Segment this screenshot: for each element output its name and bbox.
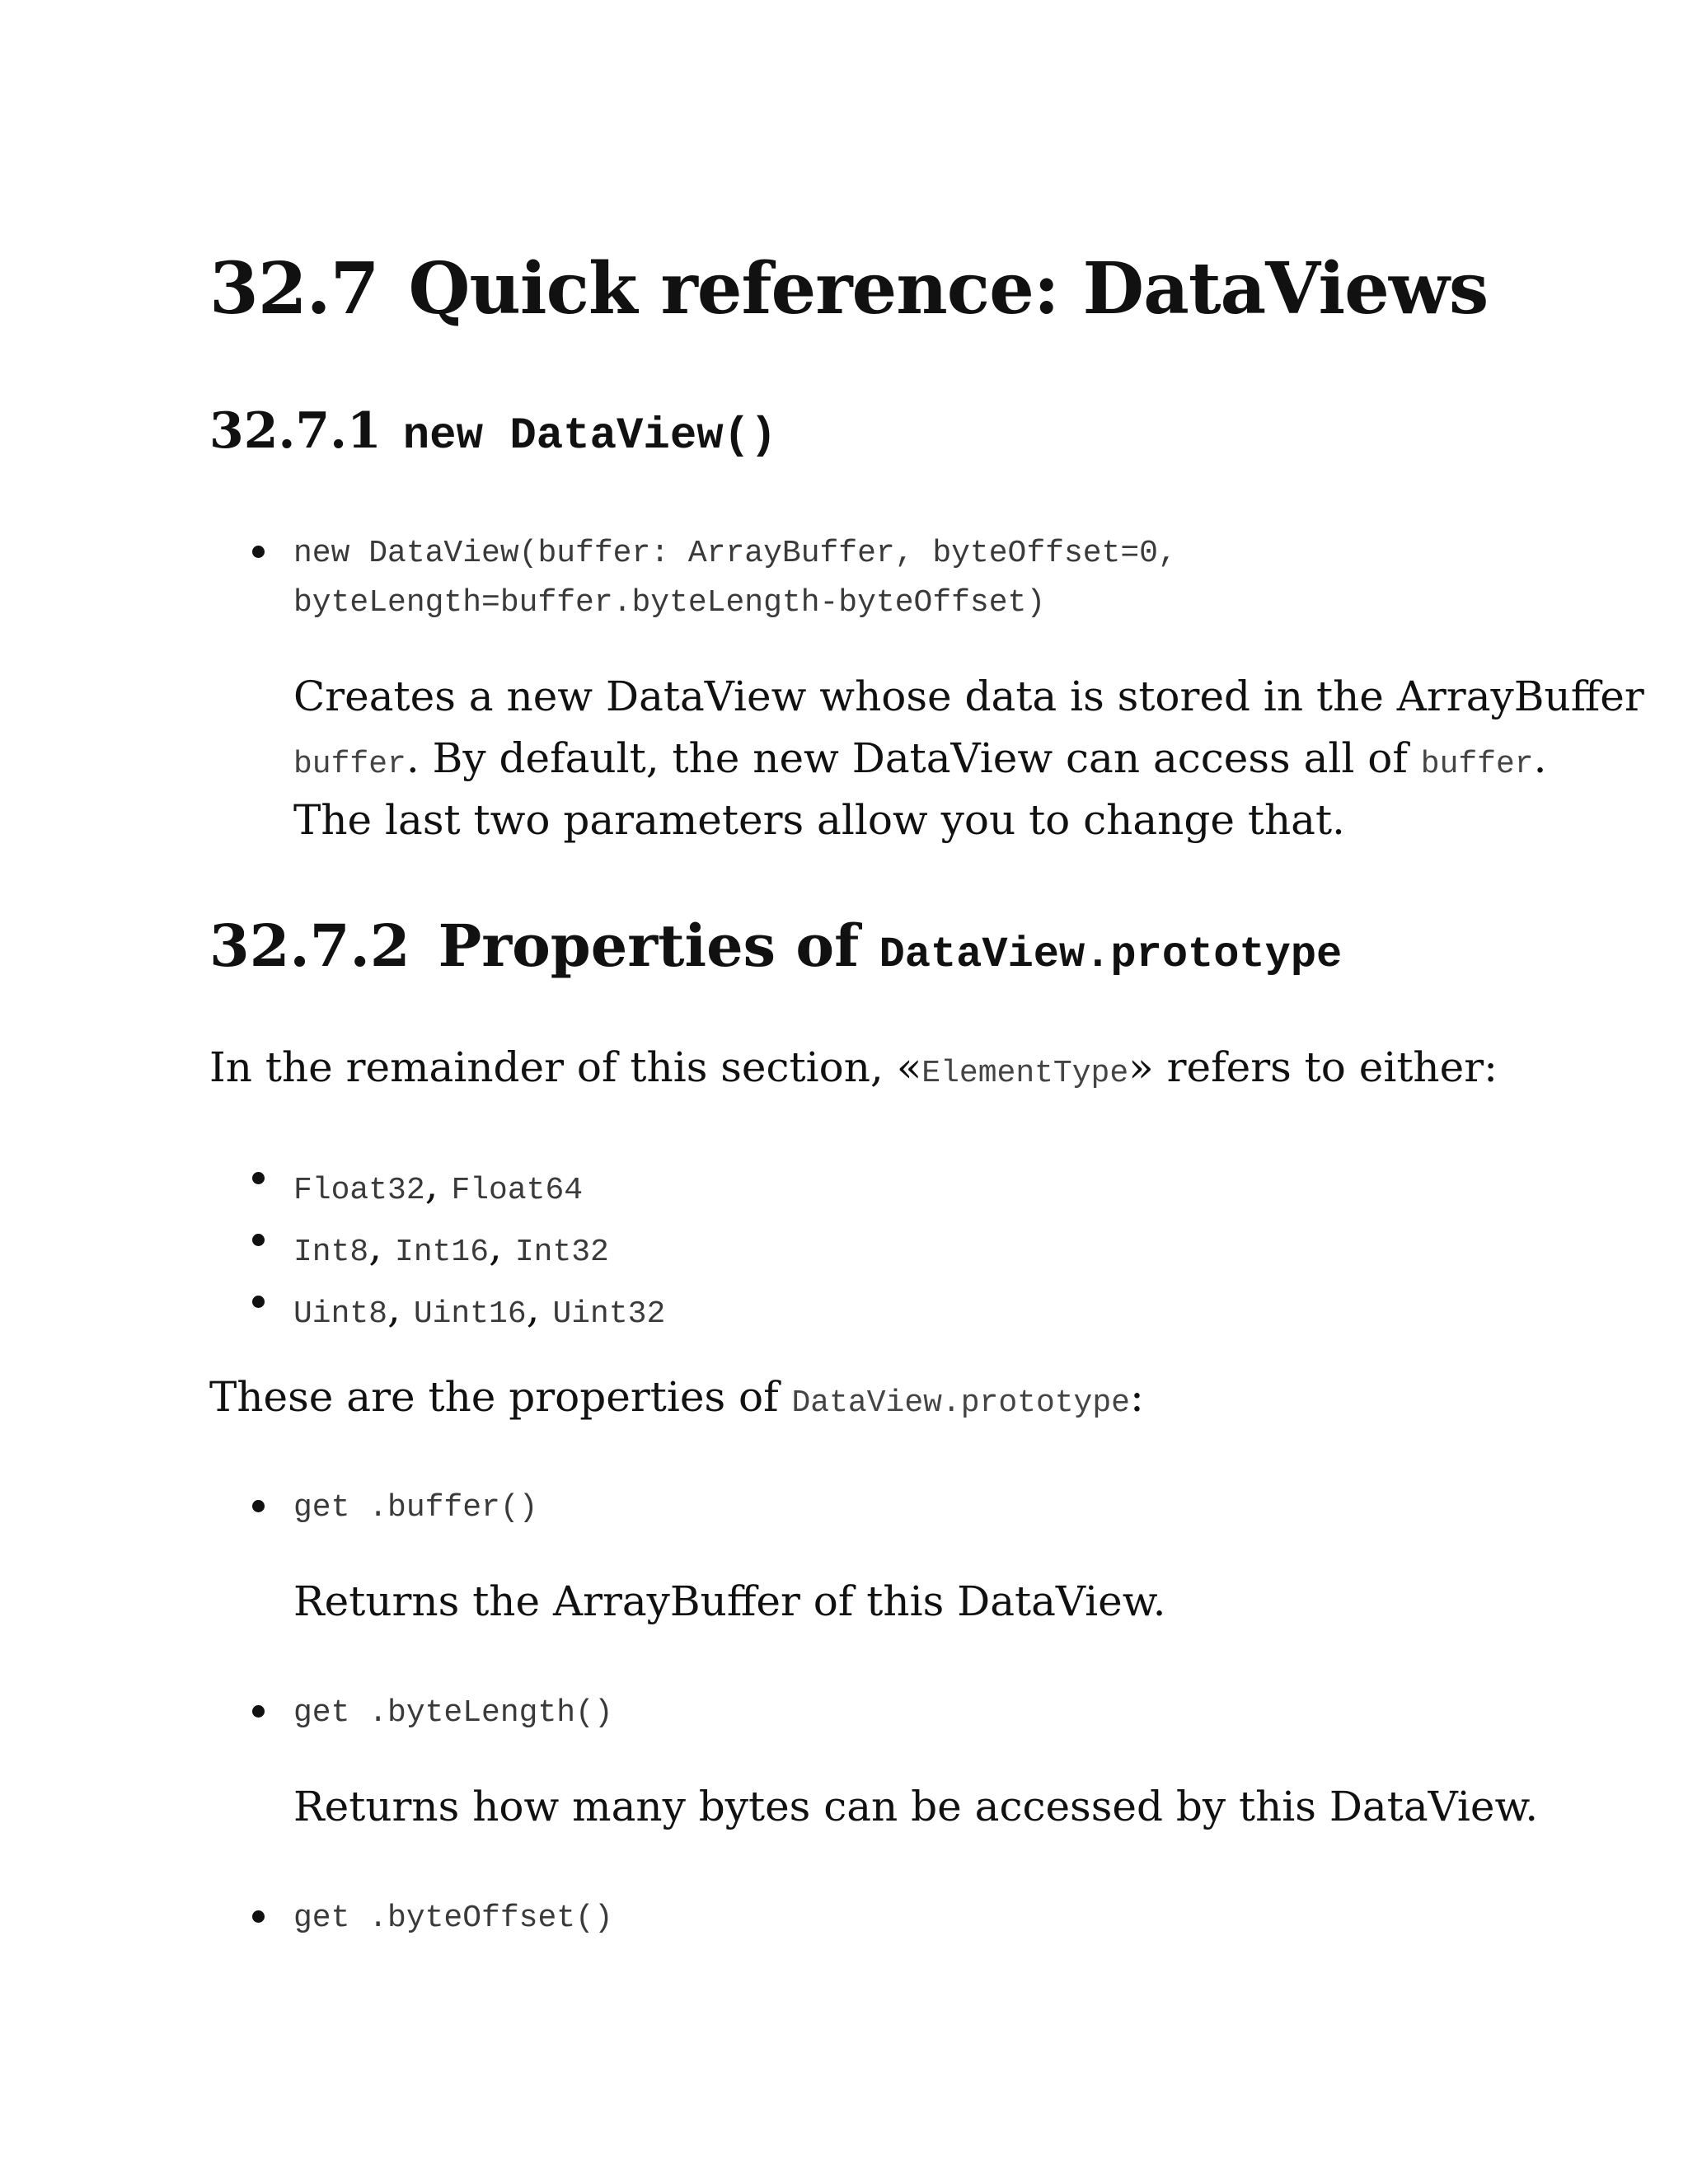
subsection-code-title: DataView.prototype: [879, 930, 1343, 979]
description-text: .: [1533, 734, 1547, 782]
inline-code: DataView.prototype: [791, 1385, 1130, 1421]
intro-text: In the remainder of this section, «: [209, 1043, 922, 1091]
bullet-icon: [252, 1296, 265, 1308]
separator: ,: [489, 1222, 515, 1270]
type-name: Int32: [514, 1235, 609, 1270]
section-number: 32.7: [209, 247, 379, 330]
type-name: Int16: [395, 1235, 490, 1270]
constructor-description-line2: [293, 734, 1547, 782]
constructor-signature-line1: new DataView(buffer: ArrayBuffer, byteOffset=0,: [293, 536, 1177, 571]
type-name: Float32: [293, 1173, 425, 1208]
subsection-heading-new-dataview: [209, 402, 776, 462]
list-item-element-types: [293, 1160, 583, 1208]
constructor-signature-line2: byteLength=buffer.byteLength-byteOffset): [293, 585, 1046, 621]
subsection-title-text: Properties of: [438, 912, 879, 980]
type-name: Uint16: [413, 1296, 527, 1332]
type-name: Int8: [293, 1235, 369, 1270]
subsection-code-title: new DataView(): [402, 411, 777, 462]
separator: ,: [424, 1160, 452, 1208]
inline-code: buffer: [1420, 747, 1534, 782]
subsection-number: 32.7.1: [209, 402, 382, 460]
bullet-icon: [252, 1705, 265, 1718]
separator: ,: [387, 1284, 414, 1332]
list-item-element-types: [293, 1284, 665, 1332]
constructor-description-line3: The last two parameters allow you to change that.: [293, 796, 1345, 844]
bullet-icon: [252, 1234, 265, 1246]
property-signature: get .buffer(): [293, 1490, 538, 1526]
inline-code-element-type: ElementType: [921, 1056, 1129, 1091]
separator: ,: [526, 1284, 553, 1332]
bullet-icon: [252, 1172, 265, 1184]
type-name: Float64: [451, 1173, 584, 1208]
property-signature: get .byteOffset(): [293, 1900, 613, 1936]
bullet-icon: [252, 546, 265, 558]
section-title: Quick reference: DataViews: [408, 247, 1489, 330]
inline-code: buffer: [293, 747, 406, 782]
separator: ,: [368, 1222, 396, 1270]
property-description: Returns how many bytes can be accessed by this DataView.: [293, 1783, 1539, 1830]
properties-intro: [209, 1373, 1144, 1421]
list-item-element-types: [293, 1222, 609, 1270]
section-heading: [209, 247, 1488, 330]
type-name: Uint32: [552, 1296, 666, 1332]
element-type-intro: [209, 1043, 1498, 1091]
intro-text: :: [1129, 1373, 1144, 1421]
description-text: . By default, the new DataView can access all of: [406, 734, 1421, 782]
subsection-number: 32.7.2: [209, 912, 410, 980]
type-name: Uint8: [293, 1296, 388, 1332]
bullet-icon: [252, 1910, 265, 1923]
bullet-icon: [252, 1500, 265, 1512]
property-signature: get .byteLength(): [293, 1695, 613, 1731]
constructor-description-line1: Creates a new DataView whose data is stored in the ArrayBuffer: [293, 673, 1644, 720]
subsection-heading-properties: [209, 912, 1342, 980]
intro-text: These are the properties of: [209, 1373, 792, 1421]
intro-text: » refers to either:: [1128, 1043, 1498, 1091]
property-description: Returns the ArrayBuffer of this DataView.: [293, 1577, 1166, 1625]
